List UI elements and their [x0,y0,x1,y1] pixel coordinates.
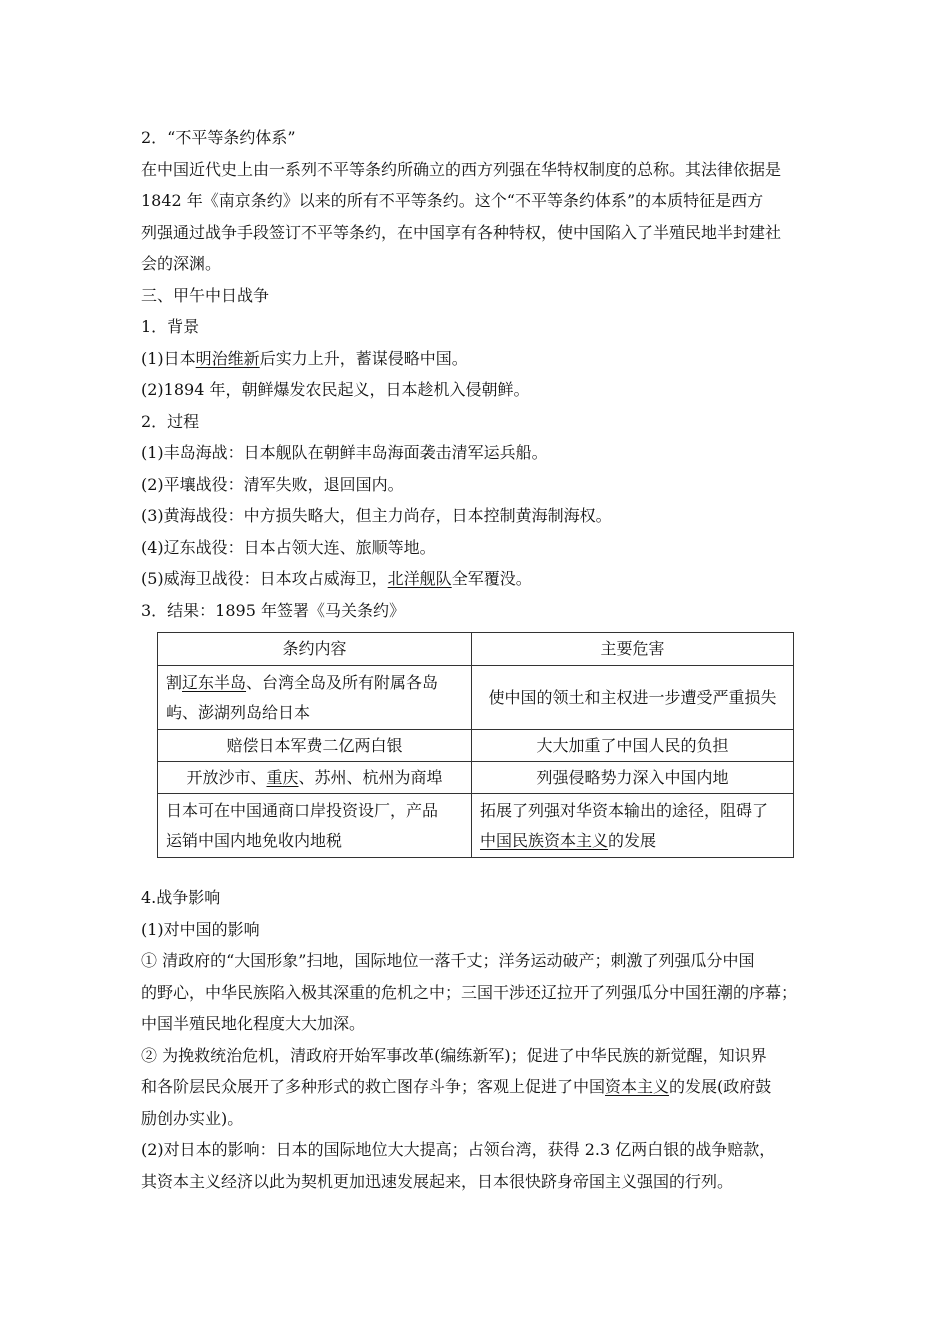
text: 开放沙市、 [186,767,267,787]
underlined-term: 明治维新 [195,348,260,368]
text: 拓展了列强对华资本输出的途径，阻碍了 [480,800,769,820]
upper-text-block [141,122,811,626]
table-row [158,666,794,730]
background-item-2: (2)1894 年，朝鲜爆发农民起义，日本趁机入侵朝鲜。 [141,380,530,399]
paragraph-line [141,1071,811,1103]
table-cell: 使中国的领土和主权进一步遭受严重损失 [472,666,794,730]
text: 的发展 [608,830,657,850]
process-item-5 [141,563,811,595]
table-row [158,730,794,762]
table-cell: 列强侵略势力深入中国内地 [472,762,794,794]
text: 后实力上升，蓄谋侵略中国。 [259,348,468,368]
table-cell [158,666,472,730]
text: 全军覆没。 [451,569,532,588]
paragraph-line: 会的深渊。 [141,254,222,273]
column-header: 主要危害 [472,633,794,666]
underlined-term: 资本主义 [605,1077,670,1096]
text: 运销中国内地免收内地税 [166,830,343,850]
paragraph-line: 中国半殖民地化程度大大加深。 [141,1014,366,1033]
process-item-4: (4)辽东战役：日本占领大连、旅顺等地。 [141,537,436,557]
table-row [158,794,794,858]
text: (5)威海卫战役：日本攻占威海卫， [141,569,388,588]
table-cell: 大大加重了中国人民的负担 [472,730,794,762]
table-cell: 赔偿日本军费二亿两白银 [158,730,472,762]
text: 的发展(政府鼓 [669,1077,772,1096]
table-row [158,762,794,794]
table-cell [158,794,472,858]
underlined-term: 中国民族资本主义 [480,830,609,850]
paragraph-line: 其资本主义经济以此为契机更加迅速发展起来，日本很快跻身帝国主义强国的行列。 [141,1171,734,1191]
process-item-1: (1)丰岛海战：日本舰队在朝鲜丰岛海面袭击清军运兵船。 [141,443,548,462]
paragraph-line: 的野心，中华民族陷入极其深重的危机之中；三国干涉还辽拉开了列强瓜分中国狂潮的序幕； [141,982,798,1002]
text: 、台湾全岛及所有附属各岛 [246,672,439,692]
paragraph-line: 在中国近代史上由一系列不平等条约所确立的西方列强在华特权制度的总称。其法律依据是 [141,159,782,179]
text: 、苏州、杭州为商埠 [298,767,443,787]
table-cell [158,762,472,794]
text: 日本可在中国通商口岸投资设厂，产品 [166,800,439,820]
section-heading: 2．“不平等条约体系” [141,128,296,147]
process-item-2: (2)平壤战役：清军失败，退回国内。 [141,474,404,494]
text: 屿、澎湖列岛给日本 [166,702,311,722]
process-item-3: (3)黄海战役：中方损失略大，但主力尚存，日本控制黄海制海权。 [141,506,612,525]
section-heading: 4.战争影响 [141,888,221,907]
underlined-term: 北洋舰队 [387,569,452,588]
table-cell [472,794,794,858]
paragraph-line: 列强通过战争手段签订不平等条约，在中国享有各种特权，使中国陷入了半殖民地半封建社 [141,222,782,242]
lower-text-block [141,882,811,1197]
chapter-heading: 三、甲午中日战争 [141,285,270,305]
text: 和各阶层民众展开了多种形式的救亡图存斗争；客观上促进了中国 [141,1077,606,1096]
text: 割 [166,672,183,692]
text: (1)日本 [141,348,196,368]
paragraph-line: ② 为挽救统治危机，清政府开始军事改革(编练新军)；促进了中华民族的新觉醒，知识界 [141,1045,767,1065]
underlined-term: 辽东半岛 [182,672,247,692]
paragraph-line: 励创办实业)。 [141,1108,244,1128]
background-item-1 [141,343,811,375]
paragraph-line: 1842 年《南京条约》以来的所有不平等条约。这个“不平等条约体系”的本质特征是西方 [141,191,764,210]
subheading-background: 1．背景 [141,317,200,336]
paragraph-line: (2)对日本的影响：日本的国际地位大大提高；占领台湾，获得 2.3 亿两白银的战争赔款， [141,1140,776,1159]
paragraph-line: ① 清政府的“大国形象”扫地，国际地位一落千丈；洋务运动破产；刺激了列强瓜分中国 [141,951,755,970]
table-header-row [158,633,794,666]
treaty-table [157,632,794,858]
column-header: 条约内容 [158,633,472,666]
underlined-term: 重庆 [266,767,299,787]
subheading-process: 2．过程 [141,411,200,431]
subheading-china: (1)对中国的影响 [141,919,260,939]
subheading-result: 3．结果：1895 年签署《马关条约》 [141,600,405,620]
